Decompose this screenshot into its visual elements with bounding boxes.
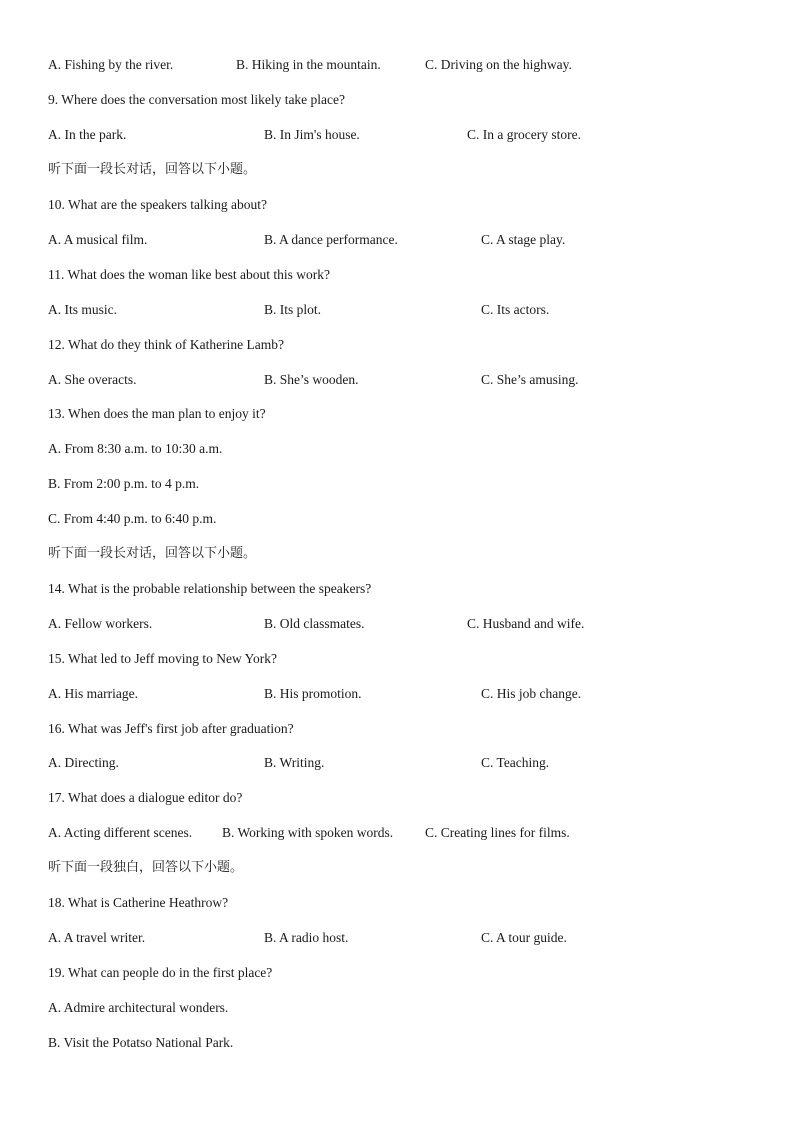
option-b: B. She’s wooden. [264,372,359,387]
option-b: B. Working with spoken words. [222,825,394,840]
option-c: C. A tour guide. [481,930,567,945]
options-row-q17 [48,823,754,843]
option-a: A. From 8:30 a.m. to 10:30 a.m. [48,441,223,456]
option-b: B. Visit the Potatso National Park. [48,1035,234,1050]
options-row-q16 [48,753,754,773]
option-c: C. She’s amusing. [481,372,579,387]
option-b: B. Old classmates. [264,616,365,631]
question-16: 16. What was Jeff's first job after graduation? [48,721,294,736]
options-row-q9 [48,125,754,145]
option-b: B. From 2:00 p.m. to 4 p.m. [48,476,200,491]
option-a: A. Acting different scenes. [48,825,193,840]
option-c: C. His job change. [481,686,582,701]
option-a: A. Admire architectural wonders. [48,1000,229,1015]
option-a: A. His marriage. [48,686,138,701]
option-a: A. She overacts. [48,372,137,387]
option-c: C. Creating lines for films. [425,825,570,840]
option-c: C. Driving on the highway. [425,57,572,72]
question-14: 14. What is the probable relationship between the speakers? [48,581,372,596]
question-17: 17. What does a dialogue editor do? [48,790,243,805]
option-c: C. A stage play. [481,232,566,247]
options-row-q10 [48,230,754,250]
option-a: A. In the park. [48,127,127,142]
section-heading: 听下面一段独白，回答以下小题。 [48,860,244,875]
option-c: C. From 4:40 p.m. to 6:40 p.m. [48,511,217,526]
question-11: 11. What does the woman like best about this work? [48,267,330,282]
options-row-q8 [48,55,754,75]
option-c: C. Teaching. [481,755,550,770]
section-heading: 听下面一段长对话，回答以下小题。 [48,546,257,561]
question-10: 10. What are the speakers talking about? [48,197,268,212]
option-b: B. Its plot. [264,302,322,317]
option-b: B. Hiking in the mountain. [236,57,381,72]
option-b: B. Writing. [264,755,325,770]
options-row-q14 [48,614,754,634]
option-b: B. A radio host. [264,930,349,945]
option-a: A. A travel writer. [48,930,146,945]
option-b: B. His promotion. [264,686,362,701]
option-b: B. In Jim's house. [264,127,360,142]
option-a: A. Fishing by the river. [48,57,174,72]
question-18: 18. What is Catherine Heathrow? [48,895,229,910]
question-12: 12. What do they think of Katherine Lamb? [48,337,284,352]
question-15: 15. What led to Jeff moving to New York? [48,651,277,666]
option-a: A. Fellow workers. [48,616,153,631]
option-c: C. Its actors. [481,302,550,317]
option-b: B. A dance performance. [264,232,398,247]
question-9: 9. Where does the conversation most likely take place? [48,92,346,107]
option-c: C. Husband and wife. [467,616,585,631]
question-13: 13. When does the man plan to enjoy it? [48,406,266,421]
option-a: A. Its music. [48,302,117,317]
option-a: A. A musical film. [48,232,148,247]
options-row-q12 [48,370,754,390]
options-row-q11 [48,300,754,320]
option-a: A. Directing. [48,755,119,770]
section-heading: 听下面一段长对话，回答以下小题。 [48,162,257,177]
option-c: C. In a grocery store. [467,127,581,142]
question-19: 19. What can people do in the first place? [48,965,273,980]
options-row-q15 [48,684,754,704]
options-row-q18 [48,928,754,948]
